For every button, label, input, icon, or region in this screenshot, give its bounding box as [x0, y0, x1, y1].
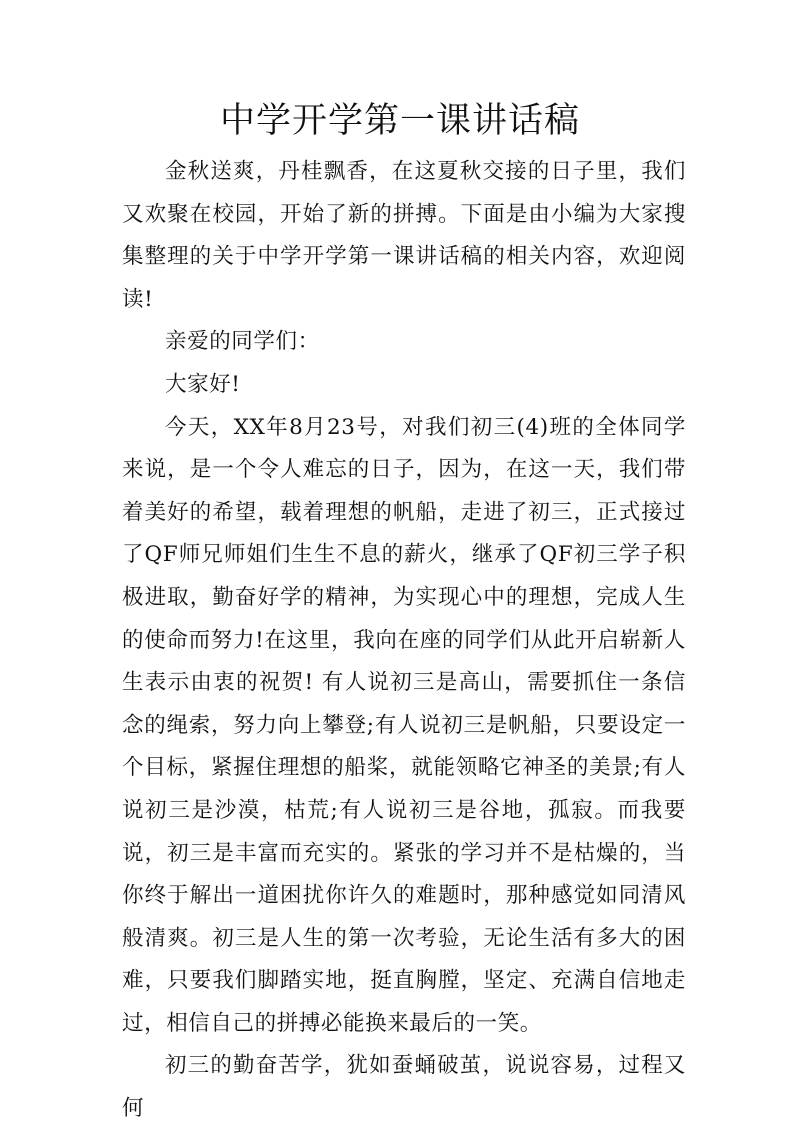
- document-body: [122, 151, 686, 1131]
- salutation: 亲爱的同学们：: [165, 329, 320, 355]
- body-paragraph: 初三的勤奋苦学，犹如蚕蛹破茧，说说容易，过程又何: [122, 1053, 686, 1122]
- body-paragraph: 今天，XX年8月23号，对我们初三(4)班的全体同学来说，是一个令人难忘的日子，因为，在这一天，我们带着美好的希望，载着理想的帆船，走进了初三，正式接过了QF师兄师姐们生生不息的薪火，继承了QF初三学子积极进取，勤奋好学的精神，为实现心中的理想，完成人生的使命而努力!在这里，我向在座的同学们从此开启崭新人生表示由衷的祝贺! 有人说初三是高山，需要抓住一条信念的绳索，努力向上攀登;有人说初三是帆船，只要设定一个目标，紧握住理想的船桨，就能领略它神圣的美景;有人说初三是沙漠，枯荒;有人说初三是谷地，孤寂。而我要说，初三是丰富而充实的。紧张的学习并不是枯燥的，当你终于解出一道困扰你许久的难题时，那种感觉如同清风般清爽。初三是人生的第一次考验，无论生活有多大的困难，只要我们脚踏实地，挺直胸膛，坚定、充满自信地走过，相信自己的拼搏必能换来最后的一笑。: [122, 414, 686, 1036]
- intro-paragraph: 金秋送爽，丹桂飘香，在这夏秋交接的日子里，我们又欢聚在校园，开始了新的拼搏。下面是由小编为大家搜集整理的关于中学开学第一课讲话稿的相关内容，欢迎阅读!: [122, 159, 686, 312]
- document-title: 中学开学第一课讲话稿: [219, 101, 580, 141]
- greeting: 大家好!: [165, 371, 241, 397]
